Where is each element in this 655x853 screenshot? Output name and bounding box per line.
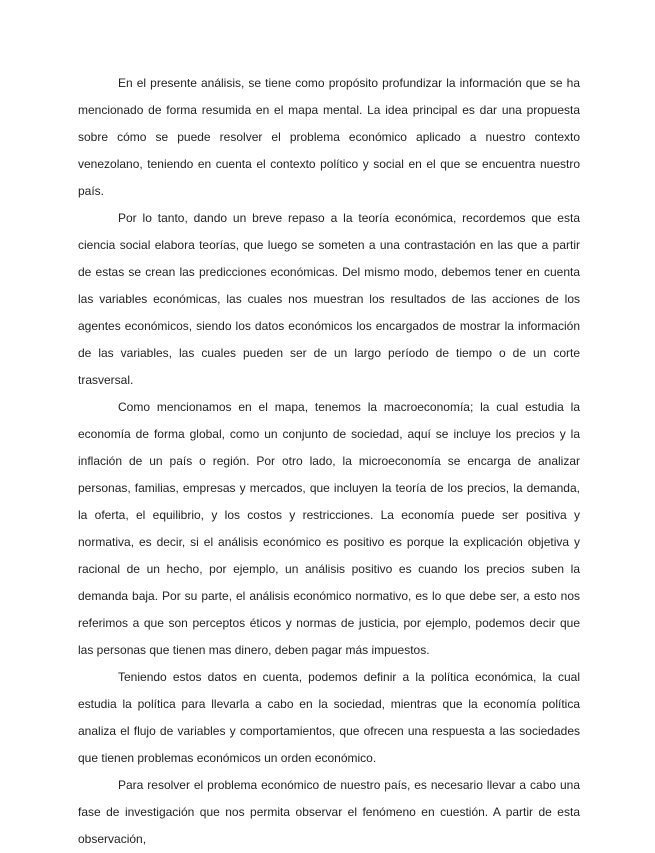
- paragraph-4: Teniendo estos datos en cuenta, podemos definir a la política económica, la cual estudia la política para llevarla a cabo en la sociedad, mientras que la economía política analiza el flujo de variables y comportamientos, que ofrecen una respuesta a las sociedades que tienen problemas económicos un orden económico.: [78, 670, 580, 765]
- paragraph-3: Como mencionamos en el mapa, tenemos la macroeconomía; la cual estudia la economía de forma global, como un conjunto de sociedad, aquí se incluye los precios y la inflación de un país o región. Por otro lado, la microeconomía se encarga de analizar personas, familias, empresas y mercados, que incluyen la teoría de los precios, la demanda, la oferta, el equilibrio, y los costos y restricciones. La economía puede ser positiva y normativa, es decir, si el análisis económico es positivo es porque la explicación objetiva y racional de un hecho, por ejemplo, un análisis positivo es cuando los precios suben la demanda baja. Por su parte, el análisis económico normativo, es lo que debe ser, a esto nos referimos a que son perceptos éticos y normas de justicia, por ejemplo, podemos decir que las personas que tienen mas dinero, deben pagar más impuestos.: [78, 400, 580, 657]
- paragraph-1: En el presente análisis, se tiene como propósito profundizar la información que se ha mencionado de forma resumida en el mapa mental. La idea principal es dar una propuesta sobre cómo se puede resolver el problema económico aplicado a nuestro contexto venezolano, teniendo en cuenta el contexto político y social en el que se encuentra nuestro país.: [78, 76, 580, 198]
- paragraph-5: Para resolver el problema económico de nuestro país, es necesario llevar a cabo una fase de investigación que nos permita observar el fenómeno en cuestión. A partir de esta observación,: [78, 778, 580, 846]
- document-body: [78, 70, 580, 853]
- paragraph-2: Por lo tanto, dando un breve repaso a la teoría económica, recordemos que esta ciencia social elabora teorías, que luego se someten a una contrastación en las que a partir de estas se crean las predicciones económicas. Del mismo modo, debemos tener en cuenta las variables económicas, las cuales nos muestran los resultados de las acciones de los agentes económicos, siendo los datos económicos los encargados de mostrar la información de las variables, las cuales pueden ser de un largo período de tiempo o de un corte trasversal.: [78, 211, 580, 387]
